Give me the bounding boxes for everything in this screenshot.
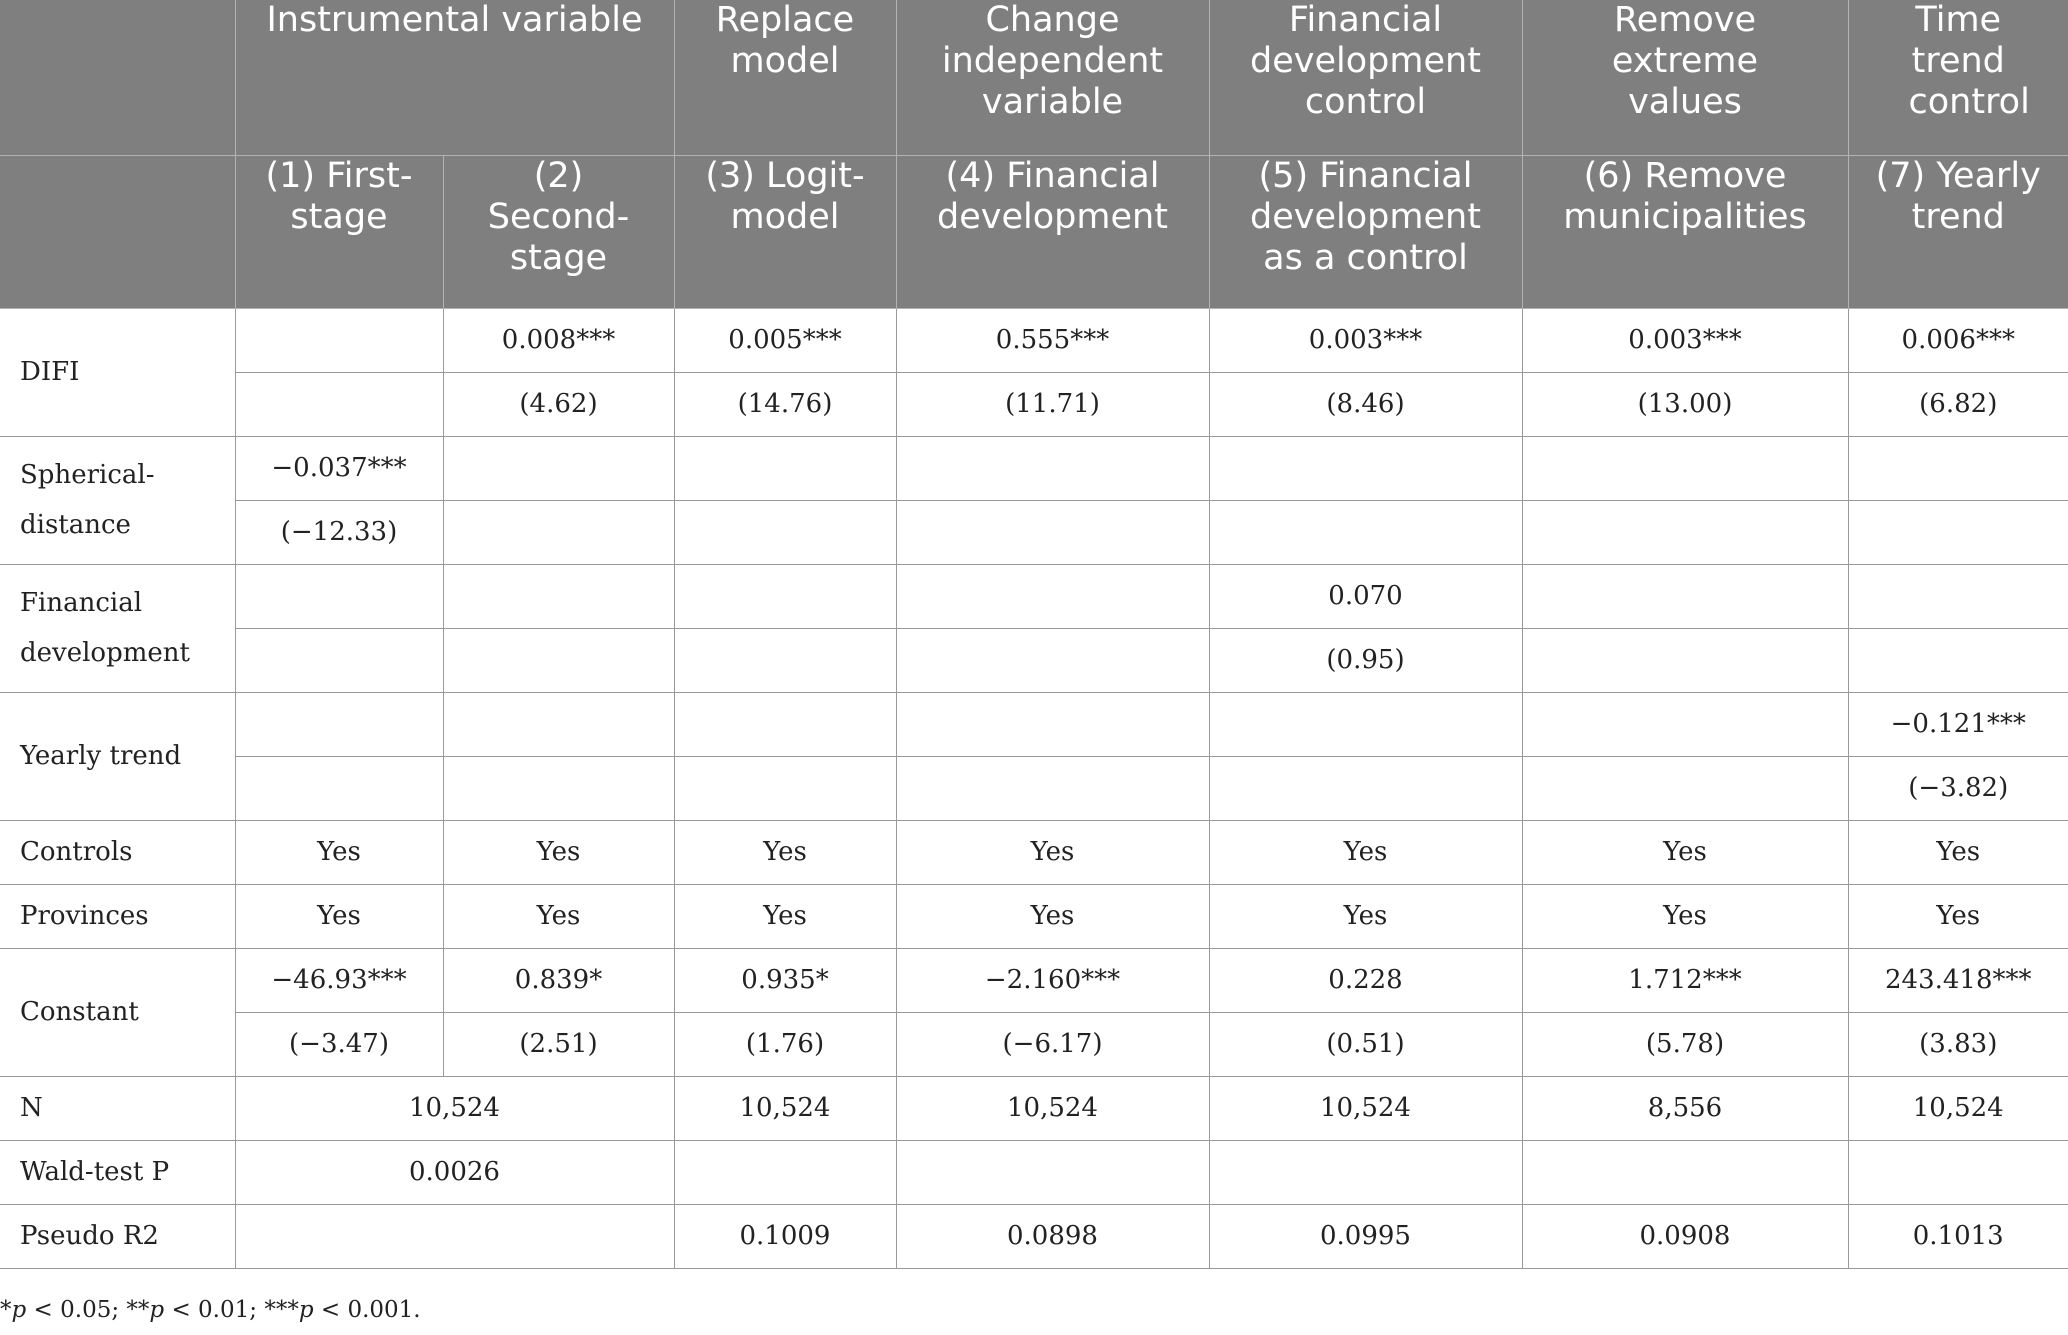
table-cell: −0.037*** xyxy=(235,436,443,500)
table-cell: Yes xyxy=(674,884,896,948)
table-cell: 0.0995 xyxy=(1209,1204,1522,1268)
table-row xyxy=(0,436,2068,500)
table-row xyxy=(0,500,2068,564)
table-cell xyxy=(896,628,1209,692)
col-header-2: (2) Second-stage xyxy=(443,155,674,308)
table-cell: 0.1009 xyxy=(674,1204,896,1268)
col-header-6: (6) Remove municipalities xyxy=(1522,155,1848,308)
table-cell xyxy=(1209,436,1522,500)
table-cell: Yes xyxy=(896,820,1209,884)
table-cell: 10,524 xyxy=(896,1076,1209,1140)
table-cell xyxy=(896,436,1209,500)
table-cell: 8,556 xyxy=(1522,1076,1848,1140)
row-label-pseudo-r2: Pseudo R2 xyxy=(0,1204,235,1268)
table-cell xyxy=(443,756,674,820)
table-cell xyxy=(443,436,674,500)
table-cell xyxy=(443,564,674,628)
table-cell: 0.003*** xyxy=(1522,308,1848,372)
table-cell: (5.78) xyxy=(1522,1012,1848,1076)
table-cell: 0.935* xyxy=(674,948,896,1012)
table-cell xyxy=(1848,1140,2068,1204)
footnote-star-2: ** xyxy=(126,1297,150,1323)
table-cell: (−3.47) xyxy=(235,1012,443,1076)
table-cell: Yes xyxy=(1848,884,2068,948)
footnote-val-3: < 0.001. xyxy=(313,1297,421,1323)
table-cell xyxy=(674,1140,896,1204)
table-row xyxy=(0,564,2068,628)
footnote-star-1: * xyxy=(0,1297,12,1323)
table-cell: Yes xyxy=(1522,884,1848,948)
table-cell: 0.0898 xyxy=(896,1204,1209,1268)
table-cell: (13.00) xyxy=(1522,372,1848,436)
table-cell xyxy=(443,500,674,564)
table-cell: (0.95) xyxy=(1209,628,1522,692)
table-row xyxy=(0,1140,2068,1204)
table-row xyxy=(0,692,2068,756)
group-header-change-independent: Change independent variable xyxy=(896,0,1209,155)
group-header-replace-model: Replace model xyxy=(674,0,896,155)
table-cell xyxy=(443,692,674,756)
table-cell: 0.003*** xyxy=(1209,308,1522,372)
row-label-wald: Wald-test P xyxy=(0,1140,235,1204)
table-cell xyxy=(896,1140,1209,1204)
table-cell xyxy=(1848,436,2068,500)
header-group-row xyxy=(0,0,2068,155)
table-cell: Yes xyxy=(443,820,674,884)
table-cell: (1.76) xyxy=(674,1012,896,1076)
table-cell xyxy=(674,628,896,692)
table-cell xyxy=(674,500,896,564)
table-cell xyxy=(674,436,896,500)
table-cell xyxy=(1522,436,1848,500)
table-row xyxy=(0,308,2068,372)
table-row xyxy=(0,884,2068,948)
table-row xyxy=(0,628,2068,692)
table-cell xyxy=(1522,564,1848,628)
table-cell xyxy=(674,564,896,628)
table-cell: Yes xyxy=(1209,884,1522,948)
table-cell: 0.0026 xyxy=(235,1140,674,1204)
col-header-3: (3) Logit-model xyxy=(674,155,896,308)
row-label-controls: Controls xyxy=(0,820,235,884)
table-cell: (6.82) xyxy=(1848,372,2068,436)
table-cell: Yes xyxy=(235,884,443,948)
table-cell: (−6.17) xyxy=(896,1012,1209,1076)
table-cell: Yes xyxy=(1209,820,1522,884)
row-label-provinces: Provinces xyxy=(0,884,235,948)
table-cell xyxy=(1209,756,1522,820)
table-cell xyxy=(1522,500,1848,564)
table-cell: Yes xyxy=(1522,820,1848,884)
table-cell xyxy=(1848,564,2068,628)
table-cell: 0.070 xyxy=(1209,564,1522,628)
row-label-financial-development: Financial development xyxy=(0,564,235,692)
table-cell xyxy=(1522,692,1848,756)
group-header-financial-control: Financial development control xyxy=(1209,0,1522,155)
table-cell: Yes xyxy=(235,820,443,884)
table-cell: (11.71) xyxy=(896,372,1209,436)
table-cell: 0.006*** xyxy=(1848,308,2068,372)
row-label-constant: Constant xyxy=(0,948,235,1076)
table-cell: (14.76) xyxy=(674,372,896,436)
table-cell: Yes xyxy=(443,884,674,948)
table-cell: (3.83) xyxy=(1848,1012,2068,1076)
col-header-5: (5) Financial development as a control xyxy=(1209,155,1522,308)
table-cell xyxy=(1848,628,2068,692)
footnote-p-2: p xyxy=(149,1297,165,1323)
table-cell: 10,524 xyxy=(1848,1076,2068,1140)
table-cell xyxy=(896,564,1209,628)
table-cell: (4.62) xyxy=(443,372,674,436)
table-row xyxy=(0,1012,2068,1076)
table-cell xyxy=(235,564,443,628)
table-cell xyxy=(235,692,443,756)
table-cell xyxy=(674,756,896,820)
table-cell xyxy=(896,500,1209,564)
table-cell: 0.1013 xyxy=(1848,1204,2068,1268)
table-cell: (0.51) xyxy=(1209,1012,1522,1076)
table-cell xyxy=(443,628,674,692)
table-cell: −0.121*** xyxy=(1848,692,2068,756)
table-cell: 0.839* xyxy=(443,948,674,1012)
table-cell: 0.008*** xyxy=(443,308,674,372)
table-cell xyxy=(1848,500,2068,564)
table-cell xyxy=(674,692,896,756)
table-cell xyxy=(1522,1140,1848,1204)
table-cell: 0.005*** xyxy=(674,308,896,372)
table-cell xyxy=(1209,500,1522,564)
table-cell xyxy=(1522,756,1848,820)
table-cell: Yes xyxy=(674,820,896,884)
table-cell xyxy=(896,756,1209,820)
row-label-n: N xyxy=(0,1076,235,1140)
table-row xyxy=(0,756,2068,820)
table-cell: (−3.82) xyxy=(1848,756,2068,820)
table-row xyxy=(0,372,2068,436)
table-cell: 0.0908 xyxy=(1522,1204,1848,1268)
table-row xyxy=(0,1076,2068,1140)
table-cell: −2.160*** xyxy=(896,948,1209,1012)
header-corner xyxy=(0,0,235,155)
footnote-val-1: < 0.05; xyxy=(26,1297,127,1323)
table-cell xyxy=(896,692,1209,756)
table-footnote xyxy=(0,1297,421,1323)
row-label-spherical-distance: Spherical-distance xyxy=(0,436,235,564)
footnote-p-3: p xyxy=(298,1297,314,1323)
table-cell xyxy=(1209,1140,1522,1204)
group-header-time-trend: Time trend control xyxy=(1848,0,2068,155)
header-corner-2 xyxy=(0,155,235,308)
table-cell xyxy=(235,308,443,372)
group-header-iv: Instrumental variable xyxy=(235,0,674,155)
col-header-4: (4) Financial development xyxy=(896,155,1209,308)
table-cell: 1.712*** xyxy=(1522,948,1848,1012)
table-cell xyxy=(1522,628,1848,692)
table-cell xyxy=(235,372,443,436)
table-cell: Yes xyxy=(1848,820,2068,884)
table-cell xyxy=(235,628,443,692)
header-column-row xyxy=(0,155,2068,308)
table-cell: 0.555*** xyxy=(896,308,1209,372)
footnote-val-2: < 0.01; xyxy=(164,1297,265,1323)
table-cell xyxy=(1209,692,1522,756)
col-header-1: (1) First-stage xyxy=(235,155,443,308)
footnote-p-1: p xyxy=(11,1297,27,1323)
table-row xyxy=(0,1204,2068,1268)
group-header-remove-extreme: Remove extreme values xyxy=(1522,0,1848,155)
table-cell xyxy=(235,756,443,820)
table-cell: 243.418*** xyxy=(1848,948,2068,1012)
table-row xyxy=(0,820,2068,884)
table-row xyxy=(0,948,2068,1012)
footnote-star-3: *** xyxy=(264,1297,299,1323)
table-cell: −46.93*** xyxy=(235,948,443,1012)
table-cell: 0.228 xyxy=(1209,948,1522,1012)
col-header-7: (7) Yearly trend xyxy=(1848,155,2068,308)
table-cell: (8.46) xyxy=(1209,372,1522,436)
table-cell: (−12.33) xyxy=(235,500,443,564)
table-cell: (2.51) xyxy=(443,1012,674,1076)
row-label-difi: DIFI xyxy=(0,308,235,436)
table-cell xyxy=(235,1204,674,1268)
table-cell: 10,524 xyxy=(1209,1076,1522,1140)
row-label-yearly-trend: Yearly trend xyxy=(0,692,235,820)
table-cell: 10,524 xyxy=(235,1076,674,1140)
table-cell: 10,524 xyxy=(674,1076,896,1140)
table-cell: Yes xyxy=(896,884,1209,948)
